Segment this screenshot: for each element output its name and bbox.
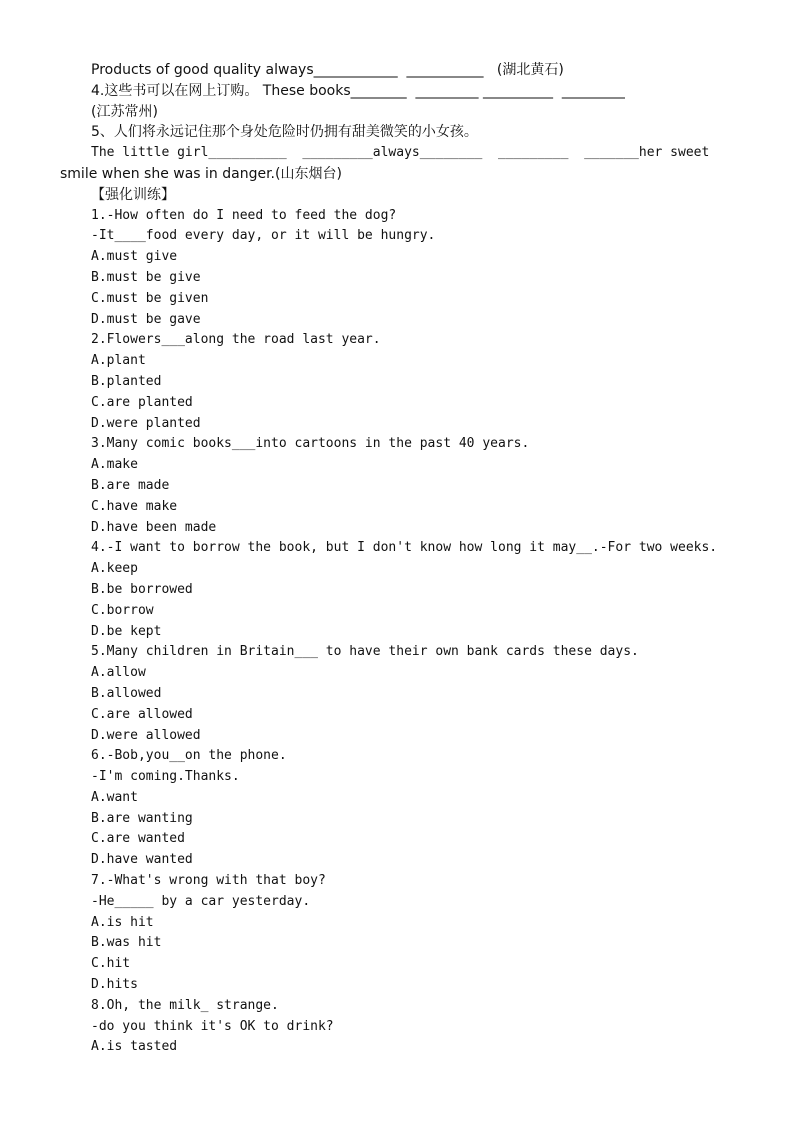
- text-line: D.be kept: [91, 623, 162, 639]
- text-line: A.is hit: [91, 914, 154, 930]
- text-line: A.plant: [91, 353, 146, 369]
- text-line: The little girl__________ _________always________ _________ _______her sweet: [91, 145, 710, 161]
- text-line: 3.Many comic books___into cartoons in the past 40 years.: [91, 436, 530, 452]
- text-line: B.planted: [91, 373, 162, 389]
- text-line: 6.-Bob,you__on the phone.: [91, 748, 287, 764]
- text-line: D.have wanted: [91, 852, 193, 868]
- text-line: C.must be given: [91, 290, 209, 306]
- text-line: A.must give: [91, 249, 178, 265]
- text-line: D.were planted: [91, 415, 201, 431]
- text-line: Products of good quality always____________ ___________ (湖北黄石): [91, 62, 564, 78]
- text-line: 8.Oh, the milk_ strange.: [91, 997, 279, 1013]
- text-line: (江苏常州): [91, 103, 158, 120]
- text-line: 2.Flowers___along the road last year.: [91, 332, 381, 348]
- text-line: -He_____ by a car yesterday.: [91, 893, 311, 909]
- text-line: D.hits: [91, 977, 138, 993]
- text-line: 4.这些书可以在网上订购。 These books________ _________ __________ _________: [91, 82, 625, 99]
- text-line: C.hit: [91, 956, 131, 972]
- text-line: A.keep: [91, 561, 138, 577]
- text-line: B.are wanting: [91, 810, 193, 826]
- text-line: A.make: [91, 457, 138, 473]
- text-line: D.were allowed: [91, 727, 201, 743]
- text-line: D.must be gave: [91, 311, 201, 327]
- text-line: -It____food every day, or it will be hungry.: [91, 228, 436, 244]
- text-line: 5、人们将永远记住那个身处危险时仍拥有甜美微笑的小女孩。: [91, 124, 478, 141]
- text-line: C.borrow: [91, 602, 154, 618]
- text-line: C.are wanted: [91, 831, 185, 847]
- text-line: C.have make: [91, 498, 178, 514]
- document-page: [0, 60, 794, 1058]
- text-line: C.are allowed: [91, 706, 193, 722]
- text-line: -do you think it's OK to drink?: [91, 1018, 334, 1034]
- text-line: A.allow: [91, 665, 146, 681]
- text-line: 5.Many children in Britain___ to have their own bank cards these days.: [91, 644, 639, 660]
- text-line: A.want: [91, 789, 138, 805]
- text-line: 4.-I want to borrow the book, but I don't know how long it may__.-For two weeks.: [91, 540, 718, 556]
- text-line: B.be borrowed: [91, 581, 193, 597]
- text-line: B.was hit: [91, 935, 162, 951]
- text-line: 【强化训练】: [91, 186, 175, 203]
- text-line: D.have been made: [91, 519, 217, 535]
- text-line: -I'm coming.Thanks.: [91, 769, 240, 785]
- text-line: smile when she was in danger.(山东烟台): [60, 165, 342, 182]
- text-line: B.are made: [91, 477, 170, 493]
- text-line: 1.-How often do I need to feed the dog?: [91, 207, 397, 223]
- text-line: C.are planted: [91, 394, 193, 410]
- text-line: 7.-What's wrong with that boy?: [91, 873, 326, 889]
- text-line: B.must be give: [91, 269, 201, 285]
- text-line: A.is tasted: [91, 1039, 178, 1055]
- text-line: B.allowed: [91, 685, 162, 701]
